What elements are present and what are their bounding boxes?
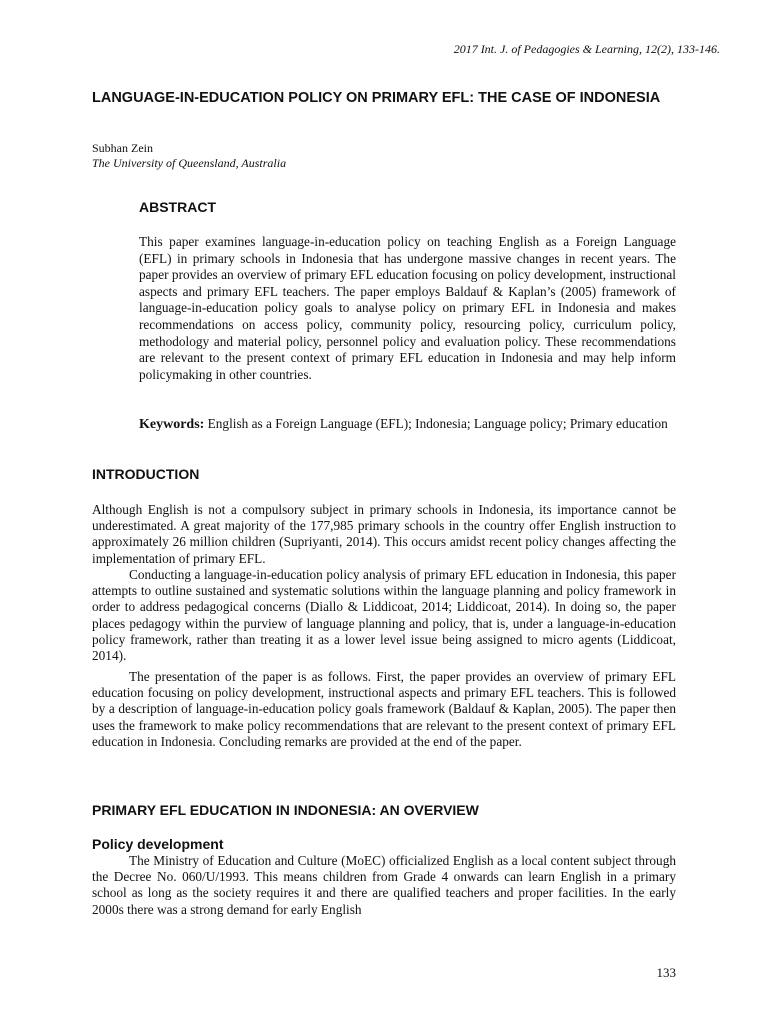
intro-paragraph-3: The presentation of the paper is as follows. First, the paper provides an overview of primary EFL education focusing on policy development, instructional aspects and primary EFL teachers. This is followed by a description of language-in-education policy goals framework (Baldauf & Kaplan, 2005). The paper then uses the framework to make policy recommendations that are relevant to the present context of primary EFL education in Indonesia. Concluding remarks are provided at the end of the paper.	[92, 669, 676, 749]
paper-title: LANGUAGE-IN-EDUCATION POLICY ON PRIMARY EFL: THE CASE OF INDONESIA	[92, 90, 661, 106]
author-block	[92, 141, 286, 170]
page-number: 133	[656, 965, 676, 980]
author-affiliation: The University of Queensland, Australia	[92, 155, 287, 170]
overview-paragraph: The Ministry of Education and Culture (MoEC) officialized English as a local content subject through the Decree No. 060/U/1993. This means children from Grade 4 onwards can learn English in a primary school as long as the society requires it and there are qualified teachers and proper facilities. In the early 2000s there was a strong demand for early English	[92, 853, 676, 917]
policy-development-subheading: Policy development	[92, 836, 224, 852]
intro-paragraph-1: Although English is not a compulsory subject in primary schools in Indonesia, its importance cannot be underestimated. A great majority of the 177,985 primary schools in the country offer English instruction to approximately 26 million children (Supriyanti, 2014). This occurs amidst recent policy changes affecting the implementation of primary EFL.	[92, 502, 676, 566]
journal-reference: 2017 Int. J. of Pedagogies & Learning, 12(2), 133-146.	[453, 42, 720, 56]
keywords-list: English as a Foreign Language (EFL); Indonesia; Language policy; Primary education	[207, 416, 668, 431]
abstract-text: This paper examines language-in-education policy on teaching English as a Foreign Language (EFL) in primary schools in Indonesia that has undergone massive changes in recent years. The paper provides an overview of primary EFL education focusing on policy development, instructional aspects and primary EFL teachers. The paper employs Baldauf & Kaplan’s (2005) framework of language-in-education policy goals to analyse policy on primary EFL in Indonesia and makes recommendations on access policy, community policy, resourcing policy, curriculum policy, methodology and material policy, personnel policy and evaluation policy. These recommendations are relevant to the present context of primary EFL education in Indonesia and may help inform policymaking in other countries.	[139, 234, 676, 382]
introduction-heading: INTRODUCTION	[92, 466, 200, 482]
intro-paragraph-2: Conducting a language-in-education policy analysis of primary EFL education in Indonesia, this paper attempts to outline sustained and systematic solutions within the language planning and policy framework in order to address pedagogical concerns (Diallo & Liddicoat, 2014; Liddicoat, 2014). In doing so, the paper places pedagogy within the purview of language planning and policy, that is, under a language-in-education policy framework, rather than treating it as a lower level issue being assigned to micro agents (Liddicoat, 2014).	[92, 567, 676, 664]
author-name: Subhan Zein	[92, 141, 153, 155]
keywords-label: Keywords:	[139, 417, 205, 432]
overview-heading: PRIMARY EFL EDUCATION IN INDONESIA: AN OVERVIEW	[92, 802, 479, 818]
keywords	[139, 415, 676, 433]
abstract-heading: ABSTRACT	[139, 199, 216, 215]
